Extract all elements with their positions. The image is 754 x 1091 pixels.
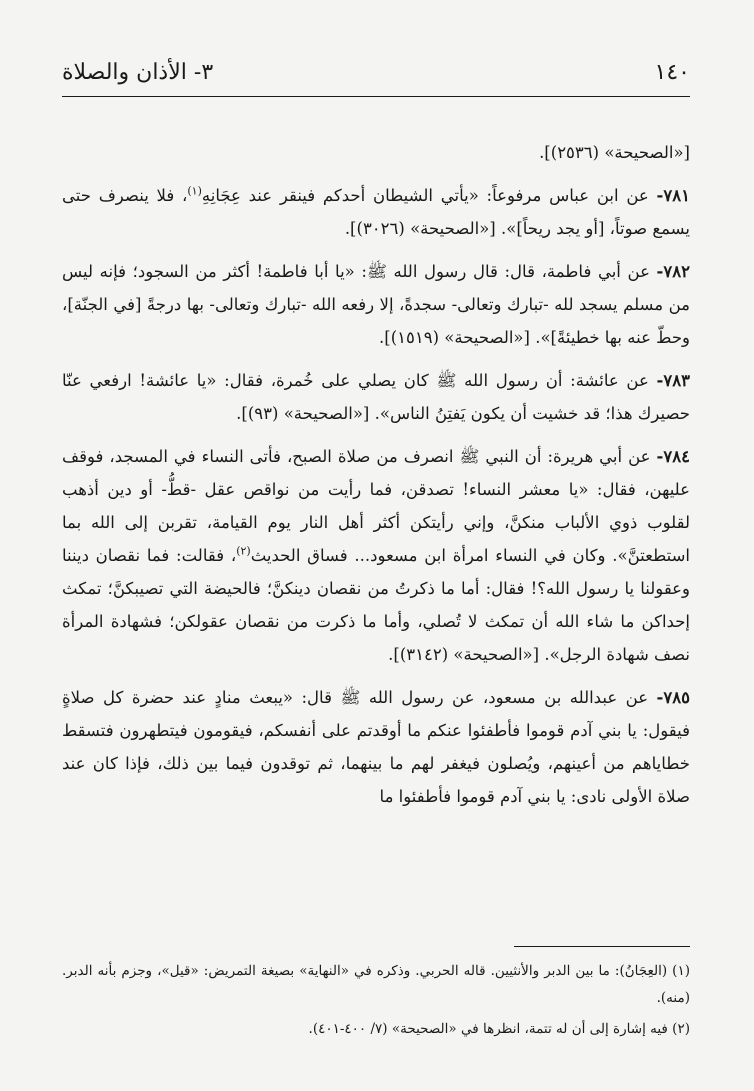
footnote-marker[interactable]: (٢) bbox=[236, 544, 251, 558]
hadith-783 bbox=[62, 364, 690, 430]
main-text bbox=[62, 136, 690, 823]
footnote-1: (١) (العِجَانُ): ما بين الدبر والأنثيين. قاله الحربي. وذكره في «النهاية» بصيغة التمريض: «قيل»، وجزم بأنه الدبر. (منه). bbox=[62, 963, 690, 1006]
page-number: ١٤٠ bbox=[654, 60, 690, 85]
header-divider bbox=[62, 96, 690, 97]
hadith-number: ٧٨١- bbox=[656, 186, 690, 205]
hadith-text-continued: ، فقالت: فما نقصان ديننا وعقولنا يا رسول الله؟! فقال: أما ما ذكرتُ من نقصان دينكنَّ؛ فالحيضة التي تصيبكنَّ؛ تمكث إحداكن ما شاء الله أن تمكث لا تُصلي، وأما ما ذكرت من نقصان عقولكن؛ فشهادة المرأة نصف شهادة الرجل». [«الصحيحة» (٣١٤٢)]. bbox=[62, 546, 690, 664]
hadith-number: ٧٨٥- bbox=[656, 688, 690, 707]
hadith-781 bbox=[62, 179, 690, 245]
hadith-text: عن أبي فاطمة، قال: قال رسول الله ﷺ: «يا أبا فاطمة! أكثر من السجود؛ فإنه ليس من مسلم يسجد لله -تبارك وتعالى- سجدةً، إلا رفعه الله -تبارك وتعالى- بها درجةً [في الجنّة]، وحطّ عنه بها خطيئةً]». [«الصحيحة» (١٥١٩)]. bbox=[62, 262, 690, 347]
hadith-785 bbox=[62, 681, 690, 813]
lead-reference: [«الصحيحة» (٢٥٣٦)]. bbox=[539, 143, 690, 162]
footnotes bbox=[62, 958, 690, 1047]
chapter-title: ٣- الأذان والصلاة bbox=[62, 60, 214, 85]
footnote-2: (٢) فيه إشارة إلى أن له تتمة، انظرها في «الصحيحة» (٧/ ٤٠٠-٤٠١). bbox=[308, 1021, 690, 1037]
hadith-number: ٧٨٤- bbox=[656, 447, 690, 466]
hadith-text: عن ابن عباس مرفوعاً: «يأتي الشيطان أحدكم فينقر عند عِجَانِهِ bbox=[201, 186, 649, 205]
hadith-782 bbox=[62, 255, 690, 354]
hadith-number: ٧٨٣- bbox=[656, 371, 690, 390]
hadith-number: ٧٨٢- bbox=[656, 262, 690, 281]
hadith-text: عن عائشة: أن رسول الله ﷺ كان يصلي على خُمرة، فقال: «يا عائشة! ارفعي عنّا حصيرك هذا؛ قد خشيت أن يكون يَفتِنُ الناس». [«الصحيحة» (٩٣)]. bbox=[62, 371, 690, 423]
hadith-text: عن عبدالله بن مسعود، عن رسول الله ﷺ قال: «يبعث منادٍ عند حضرة كل صلاةٍ فيقول: يا بني آدم قوموا فأطفئوا عنكم ما أوقدتم على أنفسكم، فيقومون فيتطهرون فتسقط خطاياهم من أعينهم، ويُصلون فيغفر لهم ما بينهما، ثم توقدون فيما بين ذلك، فإذا كان عند صلاة الأولى نادى: يا بني آدم قوموا فأطفئوا ما bbox=[62, 688, 690, 806]
hadith-784 bbox=[62, 440, 690, 671]
hadith-text: عن أبي هريرة: أن النبي ﷺ انصرف من صلاة الصبح، فأتى النساء في المسجد، فوقف عليهن، فقال: «يا معشر النساء! تصدقن، فما رأيت من نواقص عقل -قطُّ- أو دين أذهب لقلوب ذوي الألباب منكنَّ، وإني رأيتكن أكثر أهل النار يوم القيامة، تقربن إلى الله بما استطعتنَّ». وكان في النساء امرأة ابن مسعود... فساق الحديث bbox=[62, 447, 690, 565]
hadith-text-continued: ، فلا ينصرف حتى يسمع صوتاً، [أو يجد ريحاً]». [«الصحيحة» (٣٠٢٦)]. bbox=[62, 186, 690, 238]
footnote-marker[interactable]: (١) bbox=[187, 184, 202, 198]
footnote-divider bbox=[514, 946, 690, 947]
running-header bbox=[62, 58, 690, 92]
